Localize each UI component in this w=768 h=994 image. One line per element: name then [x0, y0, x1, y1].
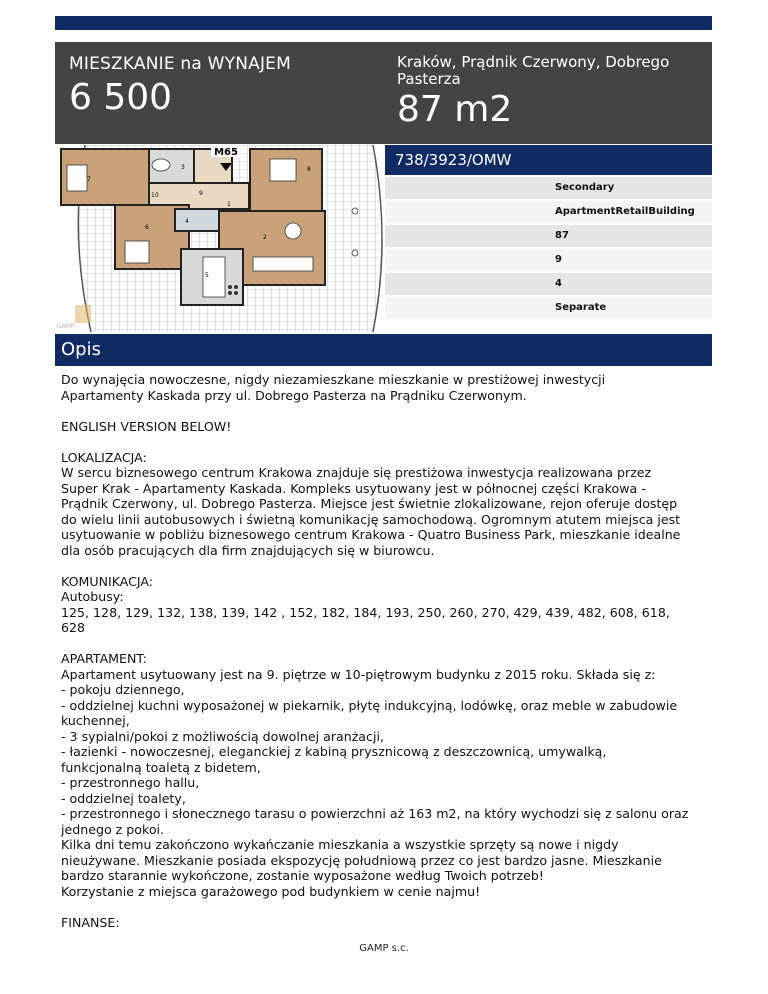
description-paragraph: Do wynajęcia nowoczesne, nigdy niezamieszkane mieszkanie w prestiżowej inwestycji Apartamenty Kaskada przy ul. Dobrego Pasterza na Prądniku Czerwonym.: [61, 372, 606, 403]
description-paragraph: KOMUNIKACJA: Autobusy: 125, 128, 129, 132, 138, 139, 142 , 152, 182, 184, 193, 250, 260, 270, 429, 439, 482, 608, 618, 628: [61, 573, 670, 635]
plan-unit-label: M65: [214, 147, 238, 158]
listing-price: 6 500: [69, 77, 173, 118]
room-number: 9: [199, 190, 203, 197]
info-value: ApartmentRetailBuilding: [555, 206, 695, 217]
room-number: 2: [263, 234, 267, 241]
listing-type: MIESZKANIE na WYNAJEM: [69, 54, 291, 74]
listing-location: Kraków, Prądnik Czerwony, Dobrego Pasterza: [397, 53, 670, 88]
property-info-table: [385, 177, 712, 321]
room-number: 1: [227, 201, 231, 208]
info-row: [385, 177, 712, 199]
info-row: [385, 249, 712, 271]
room-number: 10: [151, 192, 159, 199]
info-value: 4: [555, 278, 562, 289]
reference-number: 738/3923/OMW: [395, 151, 512, 169]
room-number: 8: [307, 166, 311, 173]
room-number: 7: [87, 176, 91, 183]
info-row: [385, 201, 712, 223]
description-paragraph: FINANSE:: [61, 914, 120, 930]
listing-area: 87 m2: [397, 89, 513, 130]
info-row: [385, 225, 712, 247]
room-number: 6: [145, 224, 149, 231]
description-paragraph: ENGLISH VERSION BELOW!: [61, 418, 232, 434]
description-header: [55, 334, 712, 366]
room-number: 4: [185, 218, 189, 225]
top-accent-bar: [55, 16, 712, 30]
description-body: [61, 372, 711, 946]
section-title: Opis: [61, 339, 101, 360]
description-paragraph: LOKALIZACJA: W sercu biznesowego centrum Krakowa znajduje się prestiżowa inwestycja realizowana przez Super Krak - Apartamenty Kaskada. Kompleks usytuowany jest w północnej części Krakowa - Prądnik Czerwony, ul. Dobrego Pasterza. Miejsce jest świetnie zlokalizowane, rejon oferuje dostęp do wielu linii autobusowych i świetną komunikację samochodową. Ogromnym atutem miejsca jest usytuowanie w pobliżu biznesowego centrum Krakowa - Quatro Business Park, mieszkanie idealne dla osób pracujących dla firm znajdujących się w biurowcu.: [61, 449, 681, 558]
listing-header: [55, 42, 712, 144]
footer-company: GAMP s.c.: [359, 943, 409, 954]
description-paragraph: APARTAMENT: Apartament usytuowany jest na 9. piętrze w 10-piętrowym budynku z 2015 roku. Składa się z: - pokoju dziennego, - oddzielnej kuchni wyposażonej w piekarnik, płytę indukcyjną, lodówkę, oraz meble w zabudowie kuchennej, - 3 sypialni/pokoi z możliwością dowolnej aranżacji, - łazienki - nowoczesnej, eleganckiej z kabiną prysznicową z deszczownicą, umywalką, funkcjonalną toaletą z bidetem, - przestronnego hallu, - oddzielnej toalety, - przestronnego i słonecznego tarasu o powierzchni aż 163 m2, na który wychodzi się z salonu oraz jednego z pokoi. Kilka dni temu zakończono wykańczanie mieszkania a wszystkie sprzęty są nowe i nigdy nieużywane. Mieszkanie posiada ekspozycję południową przez co jest bardzo jasne. Mieszkanie bardzo starannie wykończone, zostanie wyposażone według Twoich potrzeb! Korzystanie z miejsca garażowego pod budynkiem w cenie najmu!: [61, 651, 689, 899]
header-right: [397, 54, 707, 130]
room-number: 5: [205, 272, 209, 279]
info-value: Secondary: [555, 182, 615, 193]
info-value: 87: [555, 230, 569, 241]
header-left: [69, 54, 369, 118]
info-row: [385, 297, 712, 319]
info-row: [385, 273, 712, 295]
info-value: Separate: [555, 302, 607, 313]
room-number: 3: [181, 164, 185, 171]
reference-bar: [385, 145, 712, 175]
floor-plan-image: [55, 145, 384, 332]
info-value: 9: [555, 254, 562, 265]
svg-text:GAMP: GAMP: [57, 323, 75, 330]
